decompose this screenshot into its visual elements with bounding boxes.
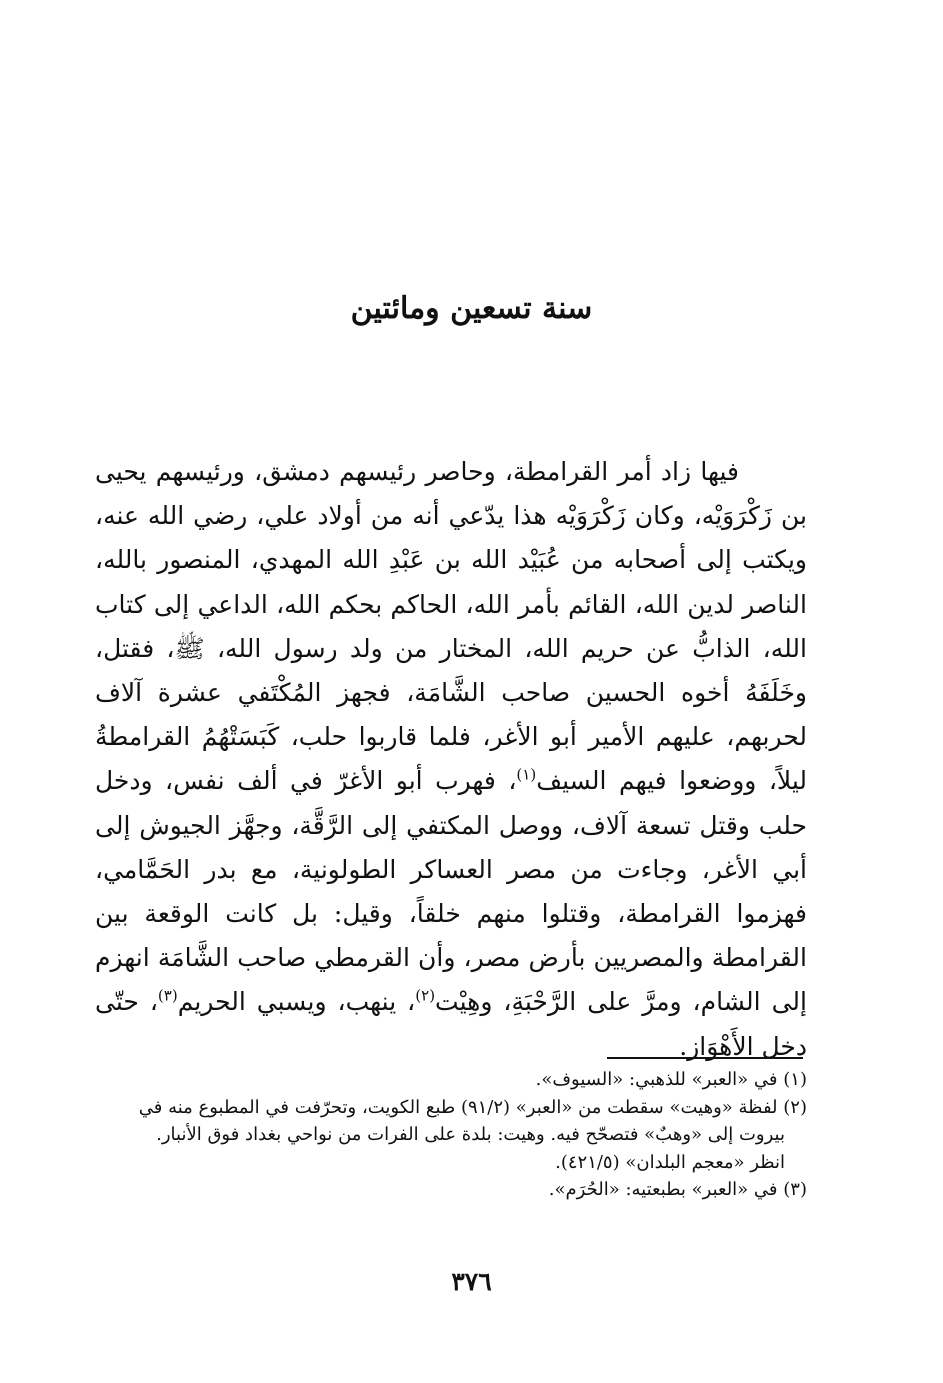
main-text — [95, 450, 807, 1069]
footnote-text: في «العبر» للذهبي: «السيوف». — [535, 1069, 778, 1090]
footnote-continuation: انظر «معجم البلدان» (٤٢١/٥). — [555, 1151, 785, 1173]
text-segment: ، حتّى دخل الأَهْوَاز. — [95, 987, 807, 1061]
footnote-marker: (٢) — [415, 987, 436, 1006]
paragraph — [95, 450, 807, 1069]
footnote — [103, 1094, 807, 1122]
page-title: سنة تسعين ومائتين — [350, 291, 593, 326]
footnote-number: (٣) — [783, 1179, 807, 1200]
footnote-text: في «العبر» بطبعتيه: «الحُرَم». — [548, 1179, 778, 1200]
footnote-text: لفظة «وهيت» سقطت من «العبر» (٩١/٢) طبع الكويت، وتحرّفت في المطبوع منه في — [138, 1096, 778, 1118]
footnote — [103, 1066, 807, 1094]
footnotes — [103, 1066, 807, 1204]
footnote — [103, 1176, 807, 1204]
text-segment: ، ينهب، ويسبي الحريم — [177, 987, 416, 1017]
text-segment: فيها زاد أمر القرامطة، وحاصر رئيسهم دمشق، ورئيسهم يحيى بن زَكْرَوَيْه، وكان زَكْرَوَيْه هذا يدّعي أنه من أولاد علي، رضي الله عنه، ويكتب إلى أصحابه من عُبَيْد الله بن عَبْدِ الله المهدي، المنصور بالله، الناصر لدين الله، القائم بأمر الله، الحاكم بحكم الله، الداعي إلى كتاب الله، الذابُّ عن حريم الله، المختار من ولد رسول الله، ﷺ، فقتل، وخَلَفَهُ أخوه الحسين صاحب الشَّامَة، فجهز المُكْتَفي عشرة آلاف لحربهم، عليهم الأمير أبو الأغر، فلما قاربوا حلب، كَبَسَتْهُمُ القرامطةُ ليلاً، ووضعوا فيهم السيف — [95, 457, 807, 796]
page-number: ٣٧٦ — [451, 1267, 492, 1296]
footnote-number: (٢) — [783, 1096, 807, 1118]
text-segment: ، فهرب أبو الأغرّ في ألف نفس، ودخل حلب وقتل تسعة آلاف، ووصل المكتفي إلى الرَّقَّة، وجهَّز الجيوش إلى أبي الأغر، وجاءت من مصر العساكر الطولونية، مع بدر الحَمَّامي، فهزموا القرامطة، وقتلوا منهم خلقاً، وقيل: بل كانت الوقعة بين القرامطة والمصريين بأرض مصر، وأن القرمطي صاحب الشَّامَة انهزم إلى الشام، ومرَّ على الرَّحْبَةِ، وهِيْت — [95, 766, 807, 1017]
footnote-marker: (١) — [516, 766, 537, 785]
footnote-marker: (٣) — [157, 987, 178, 1006]
footnote-divider — [607, 1057, 803, 1059]
footnote-continuation: بيروت إلى «وهبٌ» فتصحّح فيه. وهيت: بلدة على الفرات من نواحي بغداد فوق الأنبار. — [156, 1124, 785, 1145]
footnote-number: (١) — [783, 1069, 807, 1090]
